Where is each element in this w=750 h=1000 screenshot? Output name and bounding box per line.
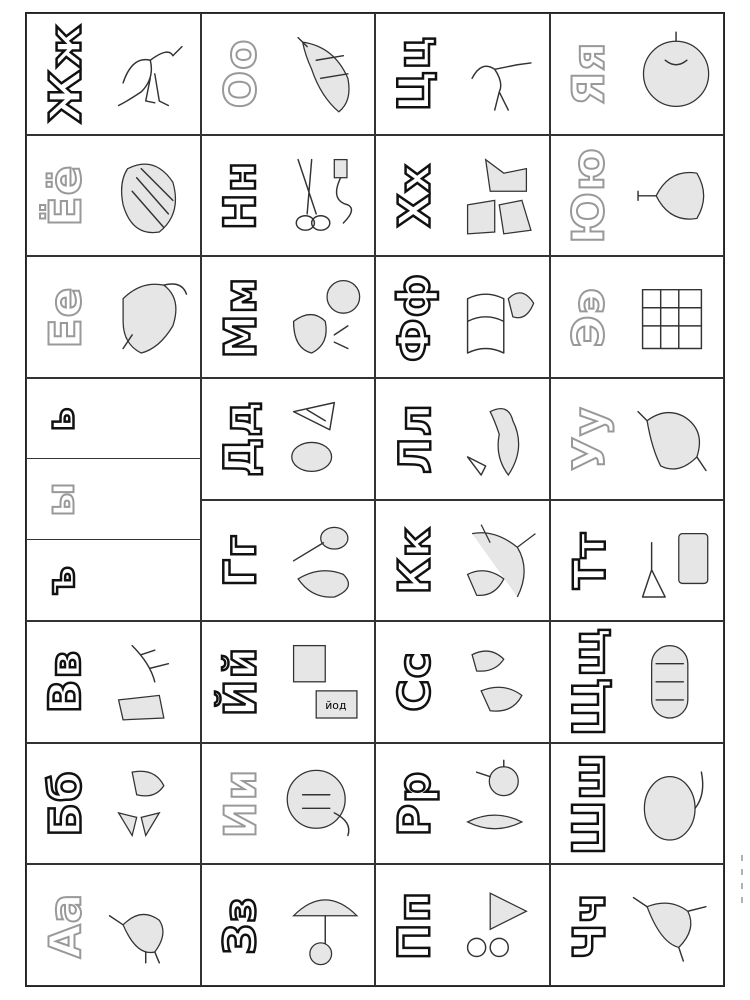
card-b: [26, 743, 201, 865]
card-g: [201, 500, 376, 622]
card-s: [375, 621, 550, 743]
stork-icon: [105, 871, 196, 979]
card-p: [375, 864, 550, 986]
card-u: [550, 378, 725, 500]
card-ya: [550, 13, 725, 135]
card-m: [201, 256, 376, 378]
card-ts: [375, 13, 550, 135]
card-v: [26, 621, 201, 743]
letter-p: Пп: [389, 890, 441, 960]
yogurt-iodine-icon: [280, 628, 371, 736]
birds-icon: [454, 628, 545, 736]
card-i: [201, 743, 376, 865]
letter-v: Вв: [40, 650, 92, 714]
card-yu: [550, 135, 725, 257]
cut-marks: [738, 855, 746, 915]
letter-i: Ии: [215, 768, 266, 839]
card-hard-sign: [27, 540, 200, 620]
letter-ch: Чч: [563, 891, 615, 960]
melon-woodpecker-icon: [280, 385, 371, 493]
radish-crayfish-icon: [454, 750, 545, 858]
flag-icon: [454, 263, 545, 371]
letter-l: Лл: [389, 403, 441, 475]
heron-icon: [454, 20, 545, 128]
letter-e: Ее: [40, 286, 92, 349]
turkey-icon: [280, 750, 371, 858]
letter-zh: Жж: [40, 23, 92, 124]
vase-branch-icon: [105, 628, 196, 736]
letter-y: ы: [39, 481, 83, 517]
letter-soft-sign: ь: [39, 406, 83, 432]
letter-a: Аа: [40, 892, 92, 959]
letter-f: Фф: [389, 272, 441, 362]
letter-b: Бб: [40, 770, 92, 837]
brush-icon: [629, 628, 720, 736]
card-sh: [550, 743, 725, 865]
duck-icon: [629, 385, 720, 493]
card-k: [375, 500, 550, 622]
letter-k: Кк: [389, 526, 441, 595]
bread-house-icon: [454, 142, 545, 250]
letter-kh: Хх: [389, 163, 441, 228]
swan-fish-icon: [454, 385, 545, 493]
card-eh: [550, 256, 725, 378]
card-soft-sign: [27, 379, 200, 459]
card-t: [550, 500, 725, 622]
card-o: [201, 13, 376, 135]
card-l: [375, 378, 550, 500]
letter-g: Гг: [215, 533, 266, 587]
card-e: [26, 256, 201, 378]
umbrella-clock-icon: [280, 871, 371, 979]
squirrel-butterfly-icon: [105, 750, 196, 858]
card-y: [27, 459, 200, 539]
letter-z: Зз: [214, 895, 266, 955]
card-kh: [375, 135, 550, 257]
seagull-icon: [629, 871, 720, 979]
letter-r: Рр: [389, 770, 441, 837]
letter-d: Дд: [215, 400, 267, 478]
card-ch: [550, 864, 725, 986]
raccoon-icon: [105, 263, 196, 371]
letter-hard-sign: ъ: [39, 565, 83, 595]
card-yo: [26, 135, 201, 257]
card-y-short: [201, 621, 376, 743]
card-soft-hard-signs: [26, 378, 201, 621]
letter-o: Оо: [214, 38, 266, 109]
letter-ya: Яя: [563, 41, 615, 106]
card-d: [201, 378, 376, 500]
iodine-label: йод: [324, 699, 346, 713]
card-z: [201, 864, 376, 986]
card-f: [375, 256, 550, 378]
shelf-icon: [629, 263, 720, 371]
card-zh: [26, 13, 201, 135]
letter-eh: Ээ: [564, 286, 615, 348]
kangaroo-icon: [454, 507, 545, 615]
letter-shch: Щщ: [564, 627, 616, 737]
card-n: [201, 135, 376, 257]
letter-yu: Юю: [564, 147, 615, 244]
guitar-pigeon-icon: [280, 507, 371, 615]
alphabet-grid: [25, 12, 725, 987]
cake-wheels-icon: [454, 871, 545, 979]
letter-m: Мм: [215, 276, 266, 358]
scissors-thread-icon: [280, 142, 371, 250]
card-r: [375, 743, 550, 865]
letter-ts: Цц: [389, 36, 441, 112]
card-a: [26, 864, 201, 986]
letter-y-short: Йй: [215, 647, 266, 717]
letter-s: Сс: [389, 651, 441, 713]
letter-sh: Шш: [564, 752, 615, 856]
card-shch: [550, 621, 725, 743]
crane-bird-icon: [105, 20, 196, 128]
spinning-top-icon: [629, 142, 720, 250]
letter-t: Тт: [563, 531, 615, 590]
apple-icon: [629, 20, 720, 128]
letter-yo: Ёё: [40, 164, 92, 227]
hedgehog-icon: [105, 142, 196, 250]
tv-icon: [629, 507, 720, 615]
ball-bear-icon: [280, 263, 371, 371]
balloon-icon: [629, 750, 720, 858]
letter-n: Нн: [214, 160, 266, 231]
letter-u: Уу: [563, 406, 615, 471]
perch-fish-icon: [280, 20, 371, 128]
